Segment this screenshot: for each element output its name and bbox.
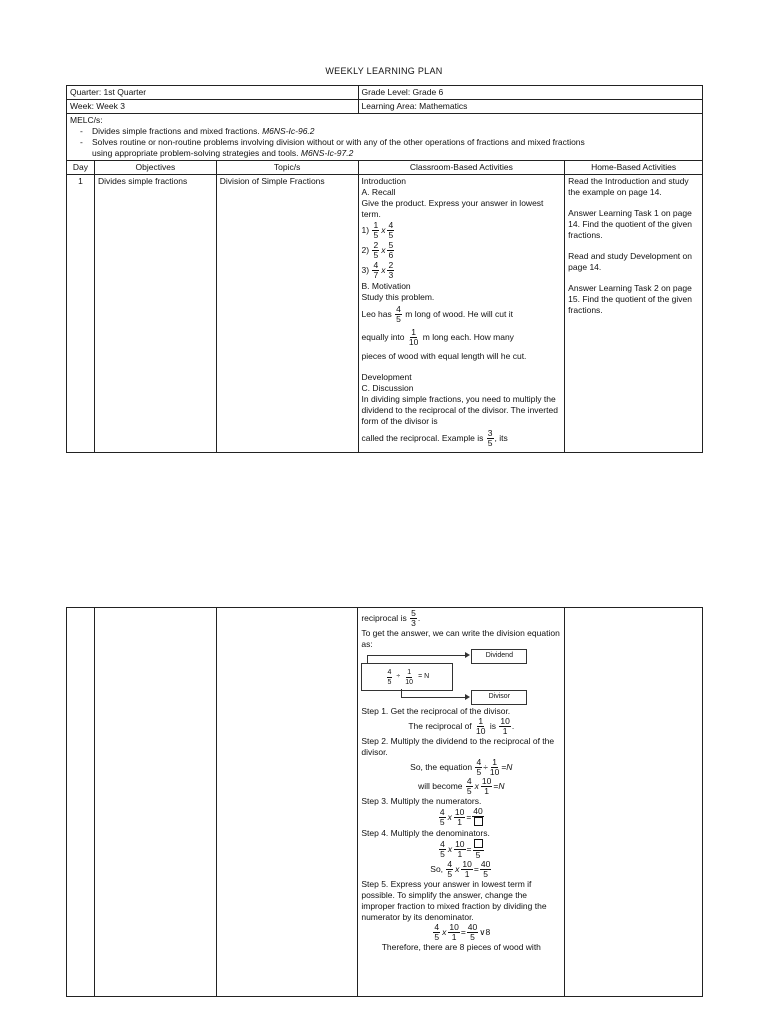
melc-item-2: - Solves routine or non-routine problems involving division without or with any of the other operations of fractions and mixed fractions using appropriate problem-solving strategies and tools. M6NS-Ic-97.2: [92, 137, 699, 159]
day-cell: 1: [67, 175, 95, 453]
recall-item: 2) $\frac{2}{5}$ x $\frac{5}{6}$: [361, 240, 394, 260]
table-row: [67, 608, 703, 997]
step2-equation: So, the equation $\frac{4}{5}$ ÷ $\frac{1}{10}$ = N: [410, 757, 513, 777]
area-cell: [358, 100, 702, 114]
week-text: Week: Week 3: [70, 101, 125, 111]
grade-cell: [358, 86, 702, 100]
dividend-label: Dividend: [471, 649, 527, 664]
equation-box: $\frac{4}{5}$ ÷ $\frac{1}{10}$ = N: [361, 663, 453, 691]
header-row: [67, 161, 703, 175]
step3-equation: $\frac{4}{5}$ x $\frac{10}{1}$ = 40: [439, 806, 483, 827]
week-cell: [67, 100, 359, 114]
classroom-cell: reciprocal is $\frac{5}{3}$ . To get the answer, we can write the division equation as: $\frac{4}{5}$ ÷ $\frac{1}{10}$ = N Dividend Divisor Step 1. Get the reciprocal of the divisor. The reciprocal of $\frac{1}{10}$ is $\frac{10}{1}$ . Step 2. Multiply the dividend to the reciprocal of the divisor. So, the equation $\frac{4}{5}$ ÷ $\frac{1}{10}$ = N will become $\frac{4}{5}$ x $\frac{10}{1}$ = N Step 3. Multiply the numerators. $\frac{4}{5}$ x $\frac{10}{1}$ = 40 Step 4. Multiply the denominators. $\frac{4}{5}$ x $\frac{10}{1}$ = 5 So, $\frac{4}{5}$ x $\frac{10}{1}$ = $\frac{40}{5}$ Step 5. Express your answer in lowest term if possible. To simplify the answer, change the improper fraction to mixed fraction by dividing the numerator by its denominator. $\frac{4}{5}$ x $\frac{10}{1}$ = $\frac{40}{5}$ ∨ 8 Therefore, there are 8 pieces of wood with: [358, 608, 565, 997]
division-diagram: [361, 653, 531, 703]
reciprocal-line: reciprocal is $\frac{5}{3}$ .: [361, 608, 421, 628]
home-cell: [565, 175, 703, 453]
step4-so: So, $\frac{4}{5}$ x $\frac{10}{1}$ = $\frac{40}{5}$: [430, 859, 491, 879]
table-row: [67, 175, 703, 453]
step5-equation: $\frac{4}{5}$ x $\frac{10}{1}$ = $\frac{40}{5}$ ∨ 8: [434, 922, 491, 942]
quarter-cell: [67, 86, 359, 100]
page-title: WEEKLY LEARNING PLAN: [325, 66, 443, 76]
home-cell: [565, 608, 703, 997]
header-classroom: Classroom-Based Activities: [358, 161, 565, 175]
objective-cell: Divides simple fractions: [94, 175, 216, 453]
step4-equation: $\frac{4}{5}$ x $\frac{10}{1}$ = 5: [361, 839, 561, 860]
home-activity: Read and study Development on page 14.: [568, 251, 692, 272]
melc-item-1: - Divides simple fractions and mixed fractions. M6NS-Ic-96.2: [92, 126, 699, 137]
quarter-text: Quarter: 1st Quarter: [70, 87, 147, 97]
recall-item: 1) $\frac{1}{5}$ x $\frac{4}{5}$: [361, 220, 394, 240]
area-text: Learning Area: Mathematics: [361, 101, 468, 111]
melc-cell: [67, 114, 703, 161]
home-activity: Answer Learning Task 1 on page 14. Find the quotient of the given fractions.: [568, 208, 692, 240]
leo-line: Leo has $\frac{4}{5}$ m long of wood. He will cut it: [361, 304, 513, 324]
home-activity: Read the Introduction and study the example on page 14.: [568, 176, 689, 197]
melc-label: MELC/s:: [70, 115, 103, 125]
grade-text: Grade Level: Grade 6: [361, 87, 444, 97]
header-topics: Topic/s: [216, 161, 358, 175]
divisor-label: Divisor: [471, 690, 527, 705]
topic-cell: [216, 608, 358, 997]
header-home: Home-Based Activities: [565, 161, 703, 175]
equally-line: equally into $\frac{1}{10}$ m long each. How many: [361, 327, 514, 347]
day-cell: [67, 608, 95, 997]
topic-cell: Division of Simple Fractions: [216, 175, 358, 453]
objective-cell: [94, 608, 216, 997]
header-day: Day: [67, 161, 95, 175]
header-objectives: Objectives: [94, 161, 216, 175]
plan-table-2: [66, 607, 703, 997]
plan-table-1: [66, 85, 703, 453]
step2-become: will become $\frac{4}{5}$ x $\frac{10}{1}$ = N: [418, 776, 505, 796]
classroom-cell: Introduction A. Recall Give the product. Express your answer in lowest term. 1) $\frac{1}{5}$ x $\frac{4}{5}$ 2) $\frac{2}{5}$ x $\frac{5}{6}$ 3) $\frac{4}{7}$ x $\frac{2}{3}$ B. Motivation Study this problem. Leo has $\frac{4}{5}$ m long of wood. He will cut it equally into $\frac{1}{10}$ m long each. How many pieces of wood with equal length will he cut. Development C. Discussion In dividing simple fractions, you need to multiply the dividend to the reciprocal of the divisor. The inverted form of the divisor is called the reciprocal. Example is $\frac{3}{5}$ , its: [358, 175, 565, 453]
step1-reciprocal: The reciprocal of $\frac{1}{10}$ is $\frac{10}{1}$ .: [408, 716, 515, 736]
recall-item: 3) $\frac{4}{7}$ x $\frac{2}{3}$: [361, 260, 394, 280]
called-line: called the reciprocal. Example is $\frac{3}{5}$ , its: [361, 428, 508, 448]
home-activity: Answer Learning Task 2 on page 15. Find the quotient of the given fractions.: [568, 283, 692, 315]
